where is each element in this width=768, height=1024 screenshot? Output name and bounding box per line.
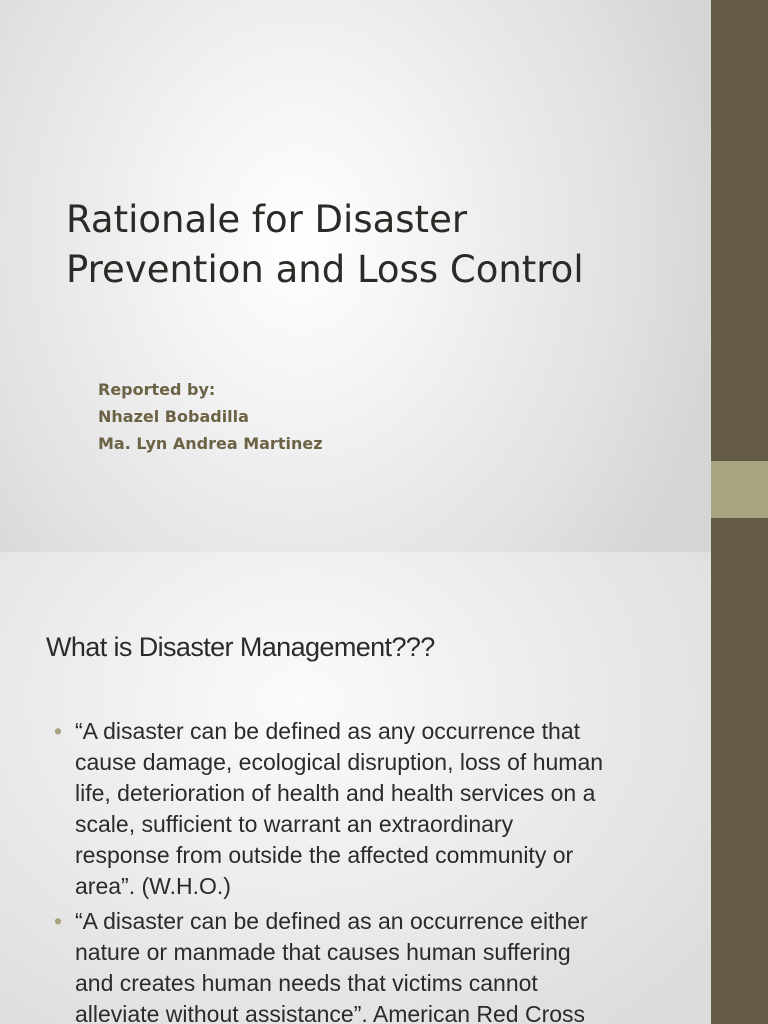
reporter-name: Nhazel Bobadilla [98, 407, 249, 426]
bullet-text [75, 716, 684, 902]
list-item [54, 716, 684, 902]
bullet-line: and creates human needs that victims cannot [75, 970, 538, 996]
title-line: Rationale for Disaster [66, 198, 468, 241]
bullet-line: “A disaster can be defined as an occurrence either [75, 908, 588, 934]
reporter-block [98, 376, 323, 457]
slide-heading: What is Disaster Management??? [46, 632, 435, 662]
content-slide [0, 552, 711, 1024]
bullet-text [75, 906, 684, 1024]
sidebar-accent-block [711, 461, 768, 518]
reporter-name: Ma. Lyn Andrea Martinez [98, 434, 323, 453]
bullet-line: alleviate without assistance”. American Red Cross [75, 1001, 586, 1024]
bullet-line: nature or manmade that causes human suffering [75, 939, 571, 965]
bullet-line: “A disaster can be defined as any occurrence that [75, 718, 581, 744]
bullet-line: life, deterioration of health and health services on a [75, 780, 596, 806]
bullet-list [54, 716, 684, 1024]
reporter-label: Reported by: [98, 380, 216, 399]
list-item [54, 906, 684, 1024]
title-slide [0, 0, 711, 552]
bullet-icon: • [54, 908, 63, 934]
bullet-line: response from outside the affected community or [75, 842, 574, 868]
bullet-icon: • [54, 718, 63, 744]
slide-title [66, 195, 686, 295]
bullet-line: area”. (W.H.O.) [75, 873, 231, 899]
bullet-line: cause damage, ecological disruption, loss of human [75, 749, 604, 775]
title-line: Prevention and Loss Control [66, 248, 584, 291]
bullet-line: scale, sufficient to warrant an extraordinary [75, 811, 514, 837]
